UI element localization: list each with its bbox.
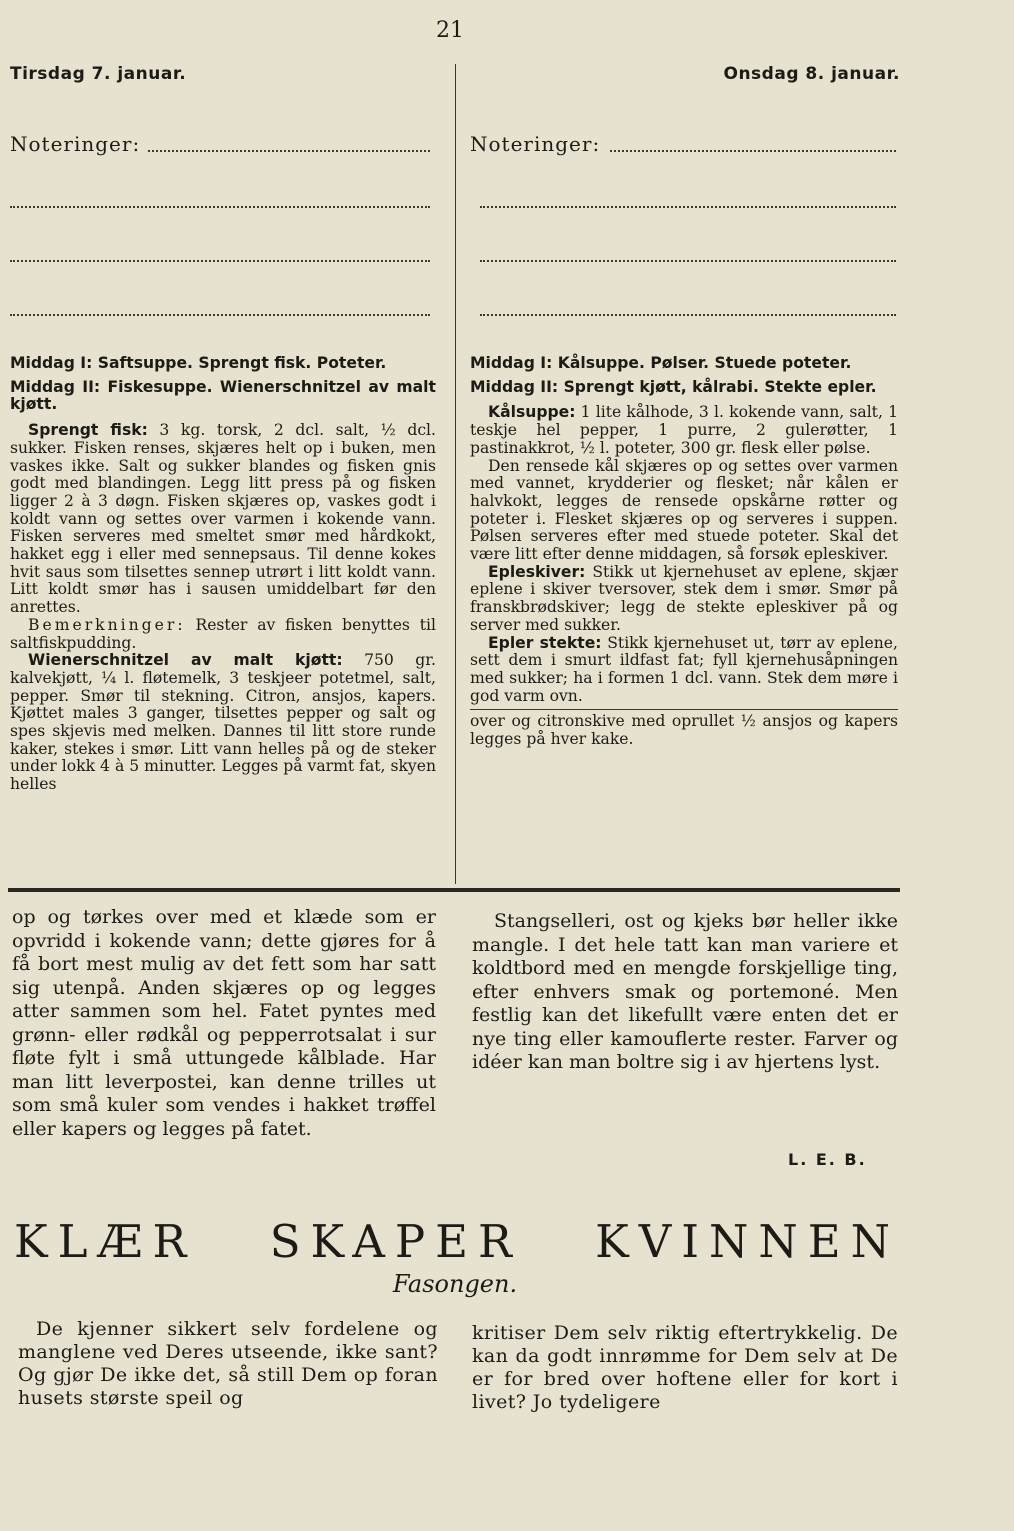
- intro-left-paragraph: De kjenner sikkert selv fordelene og manglene ved Deres utseende, ikke sant? Og gjør De ikke det, så still Dem op foran husets største speil og: [18, 1318, 438, 1409]
- headline-word-1: KLÆR: [14, 1215, 197, 1268]
- right-paragraph-1: [470, 404, 898, 457]
- right-day-heading: Onsdag 8. januar.: [723, 64, 900, 84]
- right-p3-body: Stikk ut kjernehuset av eplene, skjær eplene i skiver tversover, stek dem i smør. Smør på franskbrødskiver; legg de stekte epleskiver på og server med sukker.: [470, 562, 898, 634]
- right-paragraph-4: [470, 635, 898, 706]
- left-paragraph-2: [10, 617, 436, 652]
- left-notes-line-4: [10, 314, 430, 316]
- left-notes-line-2: [10, 206, 430, 208]
- left-p2-head: Bemerkninger:: [28, 615, 186, 634]
- right-dinner-2: Middag II: Sprengt kjøtt, kålrabi. Stekte epler.: [470, 377, 877, 396]
- signature: L. E. B.: [788, 1150, 867, 1169]
- tail-right-text: [472, 910, 898, 1075]
- left-p1-head: Sprengt fisk:: [28, 421, 148, 440]
- right-p1-head: Kålsuppe:: [488, 403, 576, 422]
- left-notes-label: Noteringer:: [10, 132, 141, 156]
- right-p4-head: Epler stekte:: [488, 633, 602, 652]
- left-paragraph-1: [10, 422, 436, 617]
- tail-right-paragraph: Stangselleri, ost og kjeks bør heller ikke mangle. I det hele tatt kan man variere et koldtbord med en mengde forskjellige ting, efter enhvers smak og portemoné. Men festlig kan det likefullt være enten det er nye ting eller kamouflerte rester. Farver og idéer kan man boltre sig i av hjertens lyst.: [472, 910, 898, 1073]
- right-paragraph-3: [470, 564, 898, 635]
- column-divider: [455, 64, 456, 884]
- right-p3-head: Epleskiver:: [488, 562, 586, 581]
- article-headline: [14, 1215, 900, 1268]
- right-paragraph-5: over og citronskive med oprullet ½ ansjos og kapers legges på hver kake.: [470, 712, 898, 749]
- intro-right-paragraph: kritiser Dem selv riktig eftertrykkelig. De kan da godt innrømme for Dem selv at De er for bred over hoftene eller for kort i livet? Jo tydeligere: [472, 1322, 898, 1413]
- tail-left-paragraph: op og tørkes over med et klæde som er opvridd i kokende vann; dette gjøres for å få bort mest mulig av det fett som har satt sig utenpå. Anden skjæres op og legges atter sammen som hel. Fatet pyntes med grønn- eller rødkål og pepperrotsalat i sur fløte fylt i små uttungede kålblade. Har man litt leverpostei, kan denne trilles ut som små kuler som vendes i hakket trøffel eller kapers og legges på fatet.: [12, 906, 436, 1140]
- left-day-heading: Tirsdag 7. januar.: [10, 64, 187, 84]
- right-notes-line-1: [610, 150, 896, 152]
- left-p1-body: 3 kg. torsk, 2 dcl. salt, ½ dcl. sukker. Fisken renses, skjæres helt op i buken, men vaskes ikke. Salt og sukker blandes og fisken gnis godt med blandingen. Legg litt press på og fisken ligger 2 à 3 døgn. Fisken skjæres op, vaskes godt i koldt vann og settes over varmen i kokende vann. Fisken serveres med smeltet smør med hårdkokt, hakket egg i eller med sennepsaus. Til denne kokes hvit saus som tilsettes sennep utrørt i litt koldt vann. Litt koldt smør has i sausen umiddelbart før den anrettes.: [10, 421, 436, 617]
- headline-word-2: SKAPER: [269, 1215, 522, 1268]
- left-dinner-2: Middag II: Fiskesuppe. Wienerschnitzel av malt kjøtt.: [10, 377, 436, 414]
- left-p2-body: Rester av fisken benyttes til saltfiskpudding.: [10, 615, 436, 652]
- right-notes-line-4: [480, 314, 896, 316]
- right-notes-line-2: [480, 206, 896, 208]
- right-continuation-divider: [470, 709, 898, 710]
- tail-left-text: [12, 906, 436, 1141]
- intro-left-text: [18, 1318, 438, 1410]
- right-p1-body: 1 lite kålhode, 3 l. kokende vann, salt, 1 teskje hel pepper, 1 purre, 2 gulerøtter, 1 pastinakkrot, ½ l. poteter, 300 gr. flesk eller pølse.: [470, 403, 898, 457]
- article-subheadline: Fasongen.: [392, 1270, 518, 1298]
- left-dinner-1: Middag I: Saftsuppe. Sprengt fisk. Poteter.: [10, 354, 387, 372]
- left-p3-head: Wienerschnitzel av malt kjøtt:: [28, 651, 343, 670]
- section-rule: [8, 888, 900, 892]
- left-notes-line-3: [10, 260, 430, 262]
- right-notes-line-3: [480, 260, 896, 262]
- right-paragraph-2: Den rensede kål skjæres op og settes over varmen med vannet, krydderier og flesket; når kålen er halvkokt, legges de rensede opskårne røtter og poteter i. Flesket skjæres op og serveres i suppen. Pølsen serveres efter med stuede poteter. Skal det være litt efter denne middagen, så forsøk epleskiver.: [470, 456, 898, 564]
- left-paragraph-3: [10, 652, 436, 794]
- intro-right-text: [472, 1322, 898, 1414]
- right-dinner-1: Middag I: Kålsuppe. Pølser. Stuede poteter.: [470, 354, 852, 372]
- left-notes-line-1: [148, 150, 430, 152]
- headline-word-3: KVINNEN: [595, 1215, 900, 1268]
- right-p4-body: Stikk kjernehuset ut, tørr av eplene, sett dem i smurt ildfast fat; fyll kjernehusåpningen med sukker; ha i formen 1 dcl. vann. Stek dem møre i god varm ovn.: [470, 633, 898, 705]
- left-p3-body: 750 gr. kalvekjøtt, ¼ l. fløtemelk, 3 teskjeer potetmel, salt, pepper. Smør til stekning. Citron, ansjos, kapers. Kjøttet males 3 ganger, tilsettes pepper og salt og spes skjevis med melken. Dannes til litt store runde kaker, stekes i smør. Litt vann helles på og de steker under lokk 4 à 5 minutter. Legges på varmt fat, skyen helles: [10, 651, 436, 794]
- page-number: 21: [436, 18, 464, 43]
- right-notes-label: Noteringer:: [470, 132, 601, 156]
- right-recipes: [470, 355, 898, 749]
- left-recipes: [10, 355, 436, 794]
